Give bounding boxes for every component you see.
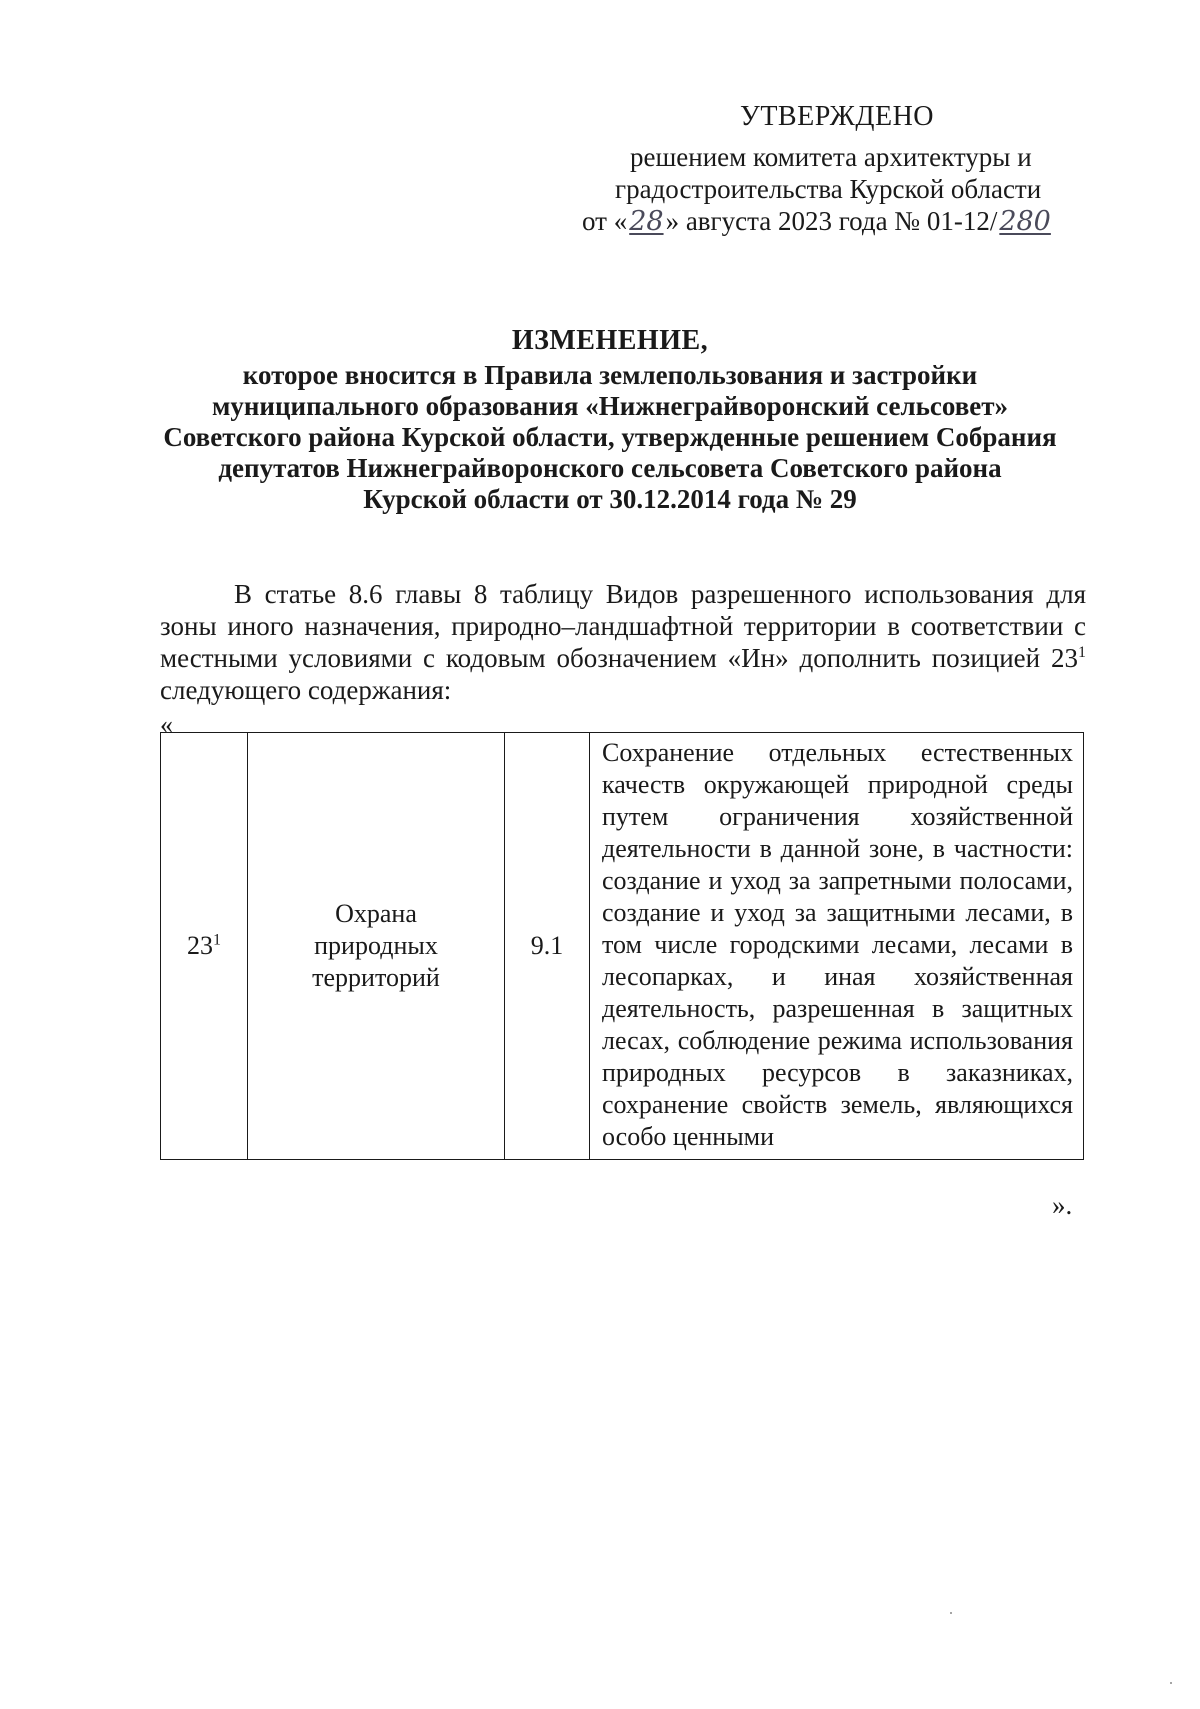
- heading-title: ИЗМЕНЕНИЕ,: [511, 325, 709, 356]
- use-description-cell: Сохранение отдельных естественных качеств окружающей природной среды путем ограничения хозяйственной деятельности в данной зоне, в частности: создание и уход за запретными полосами, создание и уход за защитными лесами, в том числе городскими лесами, лесами в лесопарках, и иная хозяйственная деятельность, разрешенная в защитных лесах, соблюдение режима использования природных ресурсов в заказниках, сохранение свойств земель, являющихся особо ценными: [590, 733, 1084, 1160]
- heading-line-5: Курской области от 30.12.2014 года № 29: [363, 484, 857, 514]
- use-name-line-1: Охрана: [335, 899, 417, 928]
- document-heading: [110, 325, 1110, 515]
- body-superscript: 1: [1078, 644, 1086, 661]
- body-text-main: В статье 8.6 главы 8 таблицу Видов разрешенного использования для зоны иного назначения, природно–ландшафтной территории в соответствии с местными условиями с кодовым обозначением «Ин» дополнить позицией 23: [160, 579, 1086, 673]
- approval-line-3: [582, 204, 1053, 239]
- table-row: [161, 733, 1084, 1160]
- heading-line-2: муниципального образования «Нижнеграйворонский сельсовет»: [211, 391, 1009, 421]
- scan-speck: [950, 1612, 952, 1614]
- use-name-line-3: территорий: [312, 963, 440, 992]
- heading-line-3: Советского района Курской области, утвержденные решением Собрания: [163, 422, 1057, 452]
- heading-line-1: которое вносится в Правила землепользования и застройки: [242, 360, 978, 390]
- permitted-use-table: [160, 732, 1084, 1160]
- body-paragraph: [160, 578, 1086, 706]
- heading-line-4: депутатов Нижнеграйворонского сельсовета Советского района: [218, 453, 1002, 483]
- row-number-superscript: 1: [213, 931, 221, 949]
- row-number: 23: [187, 931, 213, 960]
- use-name-cell: [248, 733, 505, 1160]
- approval-title: УТВЕРЖДЕНО: [740, 101, 935, 132]
- closing-quote: ».: [1052, 1190, 1073, 1220]
- approval-line-2: градостроительства Курской области: [615, 174, 1042, 204]
- handwritten-number: 280: [999, 206, 1051, 237]
- body-text-tail: следующего содержания:: [160, 675, 452, 705]
- scan-speck: [1170, 1682, 1172, 1684]
- opening-quote: «: [160, 710, 173, 739]
- use-code-cell: 9.1: [505, 733, 590, 1160]
- handwritten-day: 28: [629, 206, 664, 237]
- approval-date-prefix: от «: [582, 206, 628, 236]
- approval-date-middle: » августа 2023 года № 01-12/: [665, 206, 998, 236]
- approval-line-1: решением комитета архитектуры и: [630, 142, 1032, 172]
- row-number-cell: [161, 733, 248, 1160]
- use-name-line-2: природных: [314, 931, 438, 960]
